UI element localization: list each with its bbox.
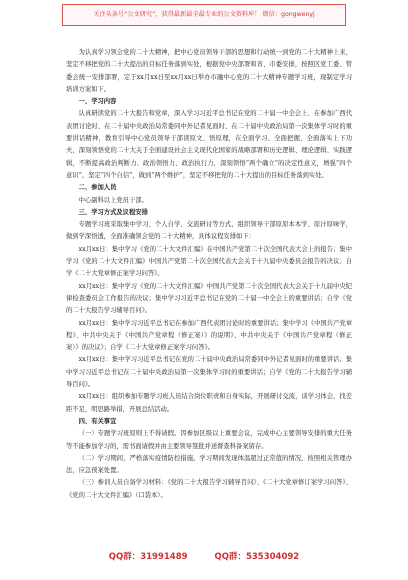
schedule-day-4: xx月xx日：集中学习习近平总书记在党的二十届中央政治局常委同中外记者见面时的重要讲话；集中学习习近平总书记在二十届中央政治局第一次集体学习时的重要讲话；自学《党的二十大报告学习辅导百问》。 [66, 356, 352, 389]
schedule-day-3: xx月xx日：集中学习习近平总书记在参加广西代表团讨论时的重要讲话；集中学习《中国共产党章程》、中共中央关于《中国共产党章程（修正案）》的说明》、中共中央关于《中国共产党章程（修正案）》的决议》；自学《二十大党章修正案学习问答》。 [66, 319, 352, 352]
section-2-heading: 二、参加人员 [78, 184, 117, 192]
qq-group-1: QQ群：31991489 [108, 552, 188, 562]
qq-group-2: QQ群：535304092 [214, 552, 300, 562]
section-1-heading: 一、学习内容 [78, 98, 117, 106]
intro-paragraph: 为认真学习领会党的二十大精神，把中心党员领导干部的思想和行动统一到党的二十大精神上来，坚定不移把党的二十大提出的目标任务落到实处，根据党中央部署和省、市委安排，按照区党工委、管委会统一安排部署，定于xx月xx日至xx月xx日举办市融中心党的二十大精神专题学习班，现制定学习培训方案如下。 [66, 49, 352, 93]
section-2-paragraph: 中心副科以上党员干部。 [78, 196, 148, 204]
section-3-heading: 三、学习方式及议程安排 [78, 208, 148, 216]
section-4-heading: 四、有关事宜 [78, 417, 117, 425]
promo-banner: 关注头条号“公文研究”，获得最新最全最专业的公文资料库！ 微信：gongwenyj [62, 4, 346, 26]
schedule-day-1: xx月xx日：集中学习《党的二十大文件汇编》在中国共产党第二十次全国代表大会上的报告；集中学习《党的二十大文件汇编》中国共产党第二十次全国代表大会关于十九届中央委员会报告的决议；自学《二十大党章修正案学习问答》。 [66, 245, 352, 278]
section-3-paragraph: 专题学习班采取集中学习、个人自学、交流研讨等方式，组织领导干部原原本本学、原汁原味学，做到学深悟透，全面准确领会党的二十大精神，具体议程安排如下： [66, 221, 352, 241]
footer [0, 550, 408, 562]
schedule-day-5: xx月xx日：组织参加专题学习班人员结合岗位职责和自身实际，开展研讨交流，谈学习体会，找差距不足，明思路举措，开展总结活动。 [66, 393, 352, 413]
section-4-item-3: （三）参训人员自备学习材料：《党的二十大报告学习辅导百问》、《二十大党章修订案学习问答》、《党的二十大文件汇编》（口袋本）。 [66, 479, 352, 499]
section-1-paragraph: 认真研读党的二十大报告和党章，深入学习习近平总书记在党的二十届一中全会上、在参加广西代表团讨论时、在二十届中央政治局常委同中外记者见面时、在二十届中央政治局第一次集体学习时的重要讲话精神，教育引导中心党员领导干部读原文、悟原理，在全面学习、全面把握、全面落实上下功夫，深刻领悟党的二十大关于全面建设社会主义现代化国家的战略部署和历史逻辑、理论逻辑、实践逻辑，不断提高政治判断力、政治领悟力、政治执行力，深刻领悟“两个确立”的决定性意义，增强“四个意识”，坚定“四个自信”，做到“两个维护”，坚定不移把党的二十大提出的目标任务落到实处。 [66, 110, 352, 179]
schedule-day-2: xx月xx日：集中学习《党的二十大文件汇编》中国共产党第二十次全国代表大会关于十九届中央纪律检查委员会工作报告的决议；集中学习习近平总书记在党的二十届一中全会上的重要讲话；自学《党的二十大报告学习辅导百问》。 [66, 282, 352, 315]
document-body [66, 47, 352, 502]
section-4-item-2: （二）学习期间，严格落实疫情防控措施。学习期间发现体温超过正常值的情况，按照相关管理办法，应急预案处置。 [66, 454, 352, 475]
section-4-item-1: （一）专题学习班原则上不得请假。因参加区级以上重要会议，完成中心主要领导安排的重大任务等不能参加学习的，需书面请假并由主要领导签批并送督查科备案留存。 [66, 430, 352, 450]
